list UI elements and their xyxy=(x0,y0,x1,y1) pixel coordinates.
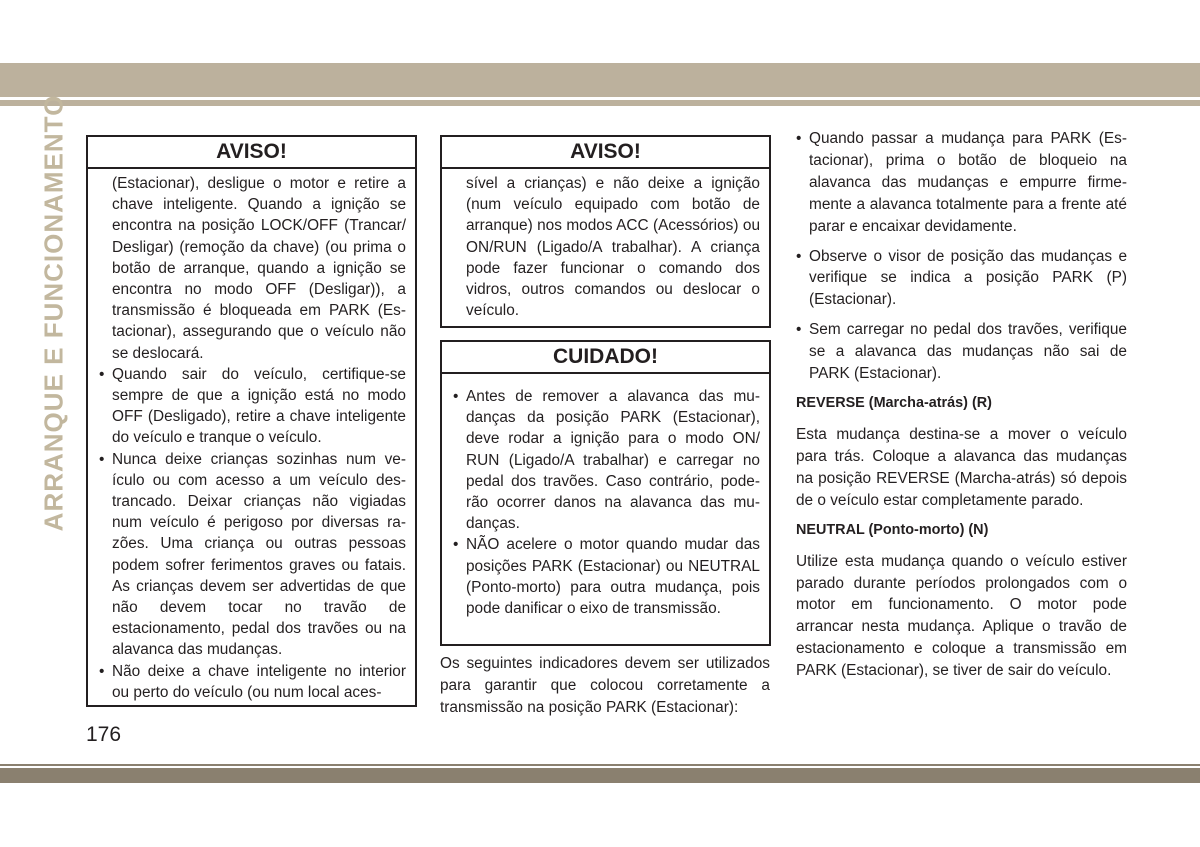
warning-box-1-continued-text: (Estacionar), desligue o motor e retire a chave inteligente. Quando a ignição se encontra na posição LOCK/OFF (Trancar/ Desligar) (remoção da chave) (ou prima o botão de arranque, quando a ignição se encontra no modo OFF (Desligar)), a transmissão é bloqueada em PARK (Estacionar), assegurando que o veículo não se deslocará. xyxy=(112,175,406,362)
list-item: • Antes de remover a alavanca das mudanças da posição PARK (Estacionar), deve rodar a ignição para o modo ON/ RUN (Ligado/A trabalhar) e carregar no pedal dos travões. Caso contrário, poderão ocorrer danos na alavanca das mudanças. xyxy=(453,386,760,534)
park-indicators-intro xyxy=(440,653,770,719)
list-item: • Nunca deixe crianças sozinhas num veículo ou com acesso a um veículo destrancado. Deixar crianças não vigiadas num veículo é perigoso por diversas razões. Uma criança ou outras pessoas podem sofrer ferimentos graves ou fatais. As crianças devem ser advertidas de que não devem tocar no travão de estacionamento, pedal dos travões ou na alavanca das mudanças. xyxy=(99,449,406,661)
warning-box-1-title: AVISO! xyxy=(88,137,415,169)
caution-box-body xyxy=(442,374,769,619)
caution-box-title: CUIDADO! xyxy=(442,342,769,374)
caution-box xyxy=(440,340,771,646)
section-title-text: ARRANQUE E FUNCIONAMENTO xyxy=(38,94,69,532)
list-item: • Quando passar a mudança para PARK (Estacionar), prima o botão de bloqueio na alavanca das mudanças e empurre firmemente a alavanca totalmente para a frente até parar e encaixar devidamente. xyxy=(796,128,1127,238)
section-side-title xyxy=(34,94,74,532)
footer-rule xyxy=(0,764,1200,766)
warning-box-1 xyxy=(86,135,417,707)
caution-box-list xyxy=(453,386,760,619)
list-item: • Não deixe a chave inteligente no interior ou perto do veículo (ou num local aces- xyxy=(99,661,406,703)
park-indicators-list xyxy=(796,128,1127,385)
list-item: • Observe o visor de posição das mudanças e verifique se indica a posição PARK (P) (Estacionar). xyxy=(796,246,1127,312)
page-number: 176 xyxy=(86,723,122,746)
warning-box-2-body xyxy=(442,169,769,321)
park-indicators-text: Os seguintes indicadores devem ser utilizados para garantir que colocou corretamente a transmissão na posição PARK (Estacionar): xyxy=(440,655,770,716)
warning-box-2-continued-text: sível a crianças) e não deixe a ignição (num veículo equipado com botão de arranque) nos modos ACC (Acessórios) ou ON/RUN (Ligado/A trabalhar). A criança pode fazer funcionar o comando dos vidros, outros comandos ou deslocar o veículo. xyxy=(466,175,760,320)
warning-box-1-list xyxy=(99,364,406,703)
reverse-heading: REVERSE (Marcha-atrás) (R) xyxy=(796,394,992,411)
neutral-text: Utilize esta mudança quando o veículo estiver parado durante períodos prolongados com o motor em funcionamento. O motor pode arrancar nesta mudança. Aplique o travão de estacionamento e coloque a transmissão em PARK (Estacionar), se tiver de sair do veículo. xyxy=(796,552,1127,680)
warning-box-2 xyxy=(440,135,771,328)
reverse-text: Esta mudança destina-se a mover o veículo para trás. Coloque a alavanca das mudanças na posição REVERSE (Marcha-atrás) só depois de o veículo estar completamente parado. xyxy=(796,425,1127,509)
column-3 xyxy=(796,128,1127,690)
header-band xyxy=(0,63,1200,97)
list-item: • Quando sair do veículo, certifique-se sempre de que a ignição está no modo OFF (Desligado), retire a chave inteligente do veículo e tranque o veículo. xyxy=(99,364,406,449)
header-rule xyxy=(0,100,1200,106)
footer-band xyxy=(0,768,1200,783)
neutral-heading: NEUTRAL (Ponto-morto) (N) xyxy=(796,521,989,538)
warning-box-2-title: AVISO! xyxy=(442,137,769,169)
list-item: • NÃO acelere o motor quando mudar das posições PARK (Estacionar) ou NEUTRAL (Ponto-morto) para outra mudança, pois pode danificar o eixo de transmissão. xyxy=(453,534,760,619)
list-item: • Sem carregar no pedal dos travões, verifique se a alavanca das mudanças não sai de PARK (Estacionar). xyxy=(796,319,1127,385)
warning-box-1-body xyxy=(88,169,415,703)
